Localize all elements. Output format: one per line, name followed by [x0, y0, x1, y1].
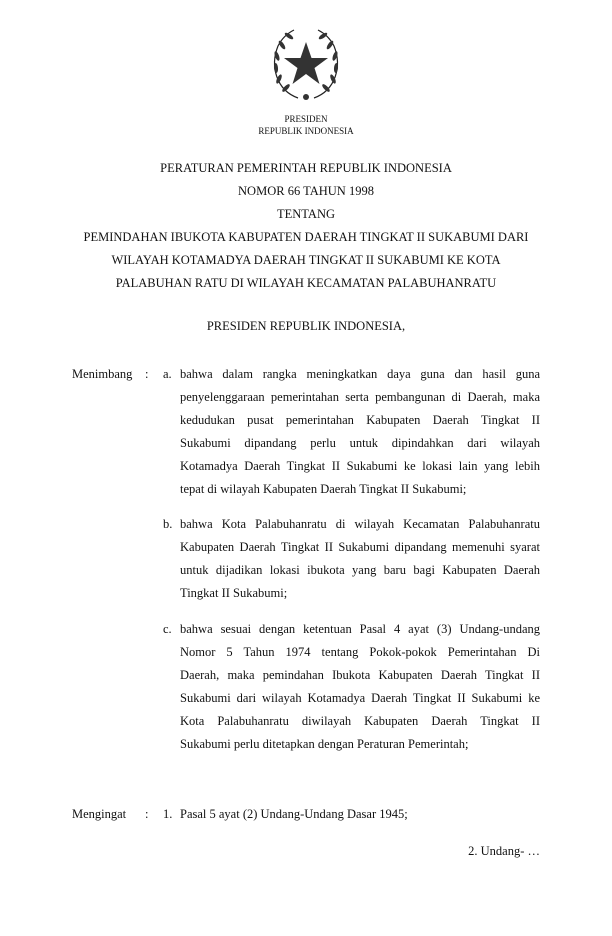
- menimbang-item-line: bahwa dalam rangka meningkatkan daya guna dan hasil guna: [180, 367, 540, 381]
- mengingat-item-text: Pasal 5 ayat (2) Undang-Undang Dasar 1945;: [180, 807, 408, 821]
- menimbang-item-line: Sukabumi perlu ditetapkan dengan Peraturan Pemerintah;: [180, 737, 469, 751]
- menimbang-item-line: untuk dijadikan lokasi ibukota yang baru bagi Kabupaten Daerah: [180, 563, 540, 577]
- menimbang-item-line: kedudukan pusat pemerintahan Kabupaten Daerah Tingkat II: [180, 413, 540, 427]
- header-president: PRESIDEN: [284, 114, 328, 124]
- menimbang-item-line: Sukabumi dipandang perlu untuk dipindahkan dari wilayah: [180, 436, 540, 450]
- title-line: PEMINDAHAN IBUKOTA KABUPATEN DAERAH TINGKAT II SUKABUMI DARI: [83, 230, 529, 244]
- title-line: WILAYAH KOTAMADYA DAERAH TINGKAT II SUKABUMI KE KOTA: [111, 253, 501, 267]
- menimbang-colon: :: [145, 367, 149, 381]
- menimbang-item-line: bahwa sesuai dengan ketentuan Pasal 4 ayat (3) Undang-undang: [180, 622, 540, 636]
- menimbang-label: Menimbang: [72, 367, 133, 381]
- menimbang-item-line: penyelenggaraan pemerintahan serta pembangunan di Daerah, maka: [180, 390, 540, 404]
- menimbang-item-line: Sukabumi dari wilayah Kotamadya Daerah Tingkat II Sukabumi ke: [180, 691, 540, 705]
- menimbang-item-line: Kotamadya Daerah Tingkat II Sukabumi ke lokasi lain yang lebih: [180, 459, 540, 473]
- mengingat-label: Mengingat: [72, 807, 127, 821]
- menimbang-item-line: Nomor 5 Tahun 1974 tentang Pokok-pokok Pemerintahan Di: [180, 645, 540, 659]
- mengingat-marker: 1.: [163, 807, 173, 821]
- menimbang-marker: a.: [163, 367, 172, 381]
- header-republic: REPUBLIK INDONESIA: [258, 126, 354, 136]
- mengingat-colon: :: [145, 807, 149, 821]
- menimbang-item-line: Kabupaten Daerah Tingkat II Sukabumi dipandang memenuhi syarat: [180, 540, 540, 554]
- menimbang-marker: b.: [163, 517, 173, 531]
- title-line: PERATURAN PEMERINTAH REPUBLIK INDONESIA: [160, 161, 452, 175]
- page-continuation: 2. Undang- …: [468, 844, 540, 858]
- menimbang-marker: c.: [163, 622, 172, 636]
- title-line: PALABUHAN RATU DI WILAYAH KECAMATAN PALABUHANRATU: [115, 276, 497, 290]
- menimbang-item-line: tepat di wilayah Kabupaten Daerah Tingkat II Sukabumi;: [180, 482, 467, 496]
- menimbang-item-line: Kota Palabuhanratu diwilayah Kabupaten Daerah Tingkat II: [180, 714, 540, 728]
- menimbang-item-line: bahwa Kota Palabuhanratu di wilayah Kecamatan Palabuhanratu: [180, 517, 540, 531]
- title-line: NOMOR 66 TAHUN 1998: [238, 184, 374, 198]
- menimbang-item-line: Daerah, maka pemindahan Ibukota Kabupaten Daerah Tingkat II: [180, 668, 540, 682]
- document-title: [0, 157, 612, 295]
- title-line: TENTANG: [276, 207, 335, 221]
- preamble: PRESIDEN REPUBLIK INDONESIA,: [206, 319, 406, 333]
- menimbang-item-line: Tingkat II Sukabumi;: [180, 586, 288, 600]
- presidential-emblem-icon: [268, 26, 344, 102]
